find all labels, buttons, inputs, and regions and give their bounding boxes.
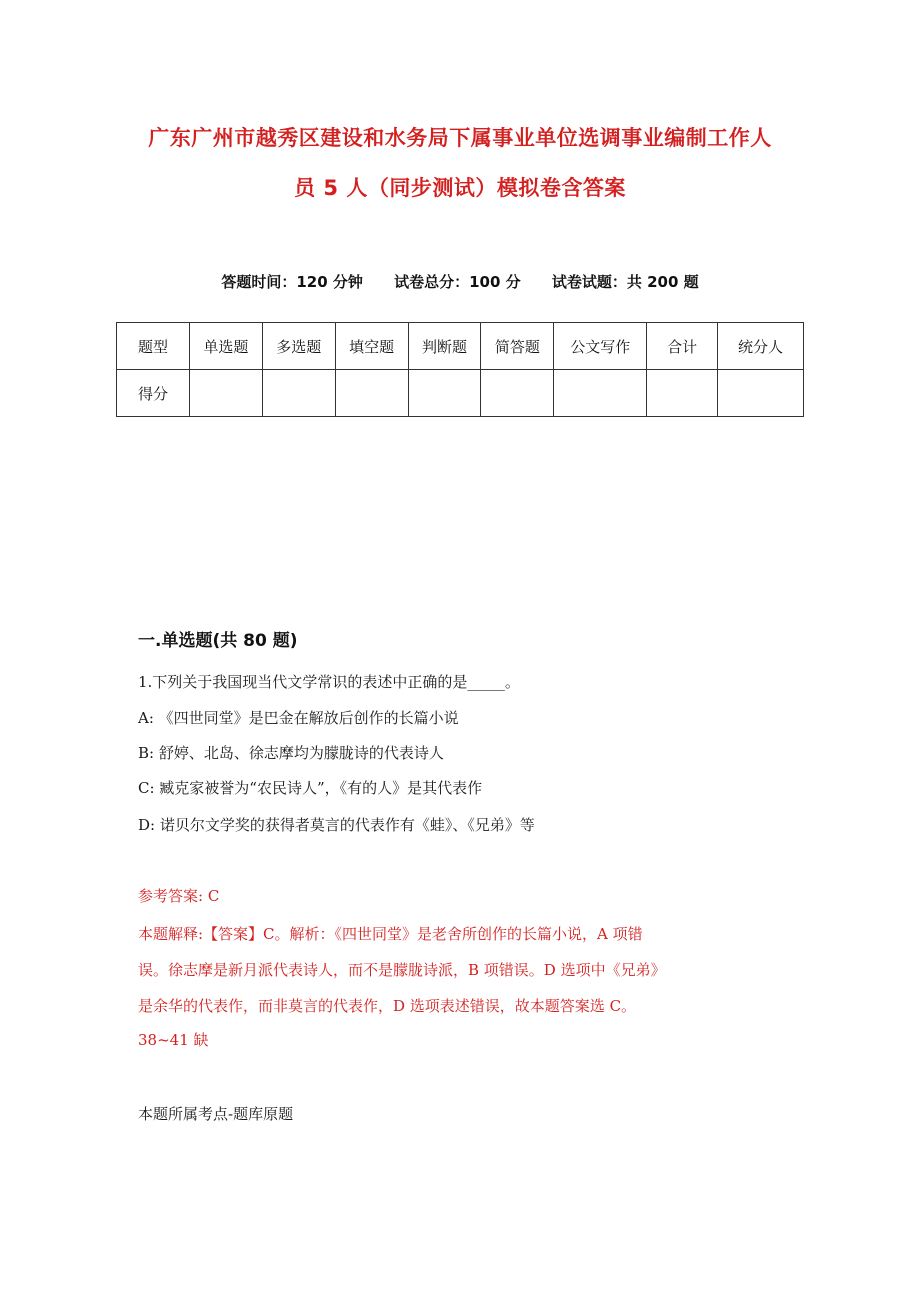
explanation-line-1: 本题解释:【答案】C。解析：《四世同堂》是老舍所创作的长篇小说，A 项错 [138,925,643,943]
exam-time: 答题时间：120 分钟 [221,273,363,291]
score-table [116,322,804,417]
score-table-score-row [117,370,804,417]
exam-meta [0,271,920,292]
option-d: D: 诺贝尔文学奖的获得者莫言的代表作有《蛙》、《兄弟》等 [138,816,535,834]
score-table-header: 题型 [117,323,190,370]
topic-note: 本题所属考点-题库原题 [138,1105,294,1123]
score-cell [647,370,718,417]
section-heading: 一.单选题(共 80 题) [138,631,298,651]
score-table-header: 统分人 [718,323,804,370]
explanation-line-3: 是余华的代表作，而非莫言的代表作，D 选项表述错误，故本题答案选 C。 [138,997,637,1015]
document-title-line-2: 员 5 人（同步测试）模拟卷含答案 [294,176,626,200]
option-c: C: 臧克家被誉为“农民诗人”，《有的人》是其代表作 [138,779,483,797]
score-cell [335,370,408,417]
score-table-header: 公文写作 [554,323,647,370]
exam-question-count: 试卷试题：共 200 题 [551,273,699,291]
score-cell [408,370,481,417]
option-a: A: 《四世同堂》是巴金在解放后创作的长篇小说 [138,709,459,727]
score-cell [718,370,804,417]
score-cell [554,370,647,417]
score-table-header-row [117,323,804,370]
score-table-header: 单选题 [189,323,262,370]
option-b: B: 舒婷、北岛、徐志摩均为朦胧诗的代表诗人 [138,744,444,762]
score-table-header: 合计 [647,323,718,370]
score-cell [481,370,554,417]
score-table-header: 填空题 [335,323,408,370]
document-title-line-1: 广东广州市越秀区建设和水务局下属事业单位选调事业编制工作人 [148,126,772,150]
explanation-line-2: 误。徐志摩是新月派代表诗人，而不是朦胧诗派，B 项错误。D 选项中《兄弟》 [138,961,666,979]
score-cell [189,370,262,417]
score-table-header: 多选题 [262,323,335,370]
explanation-line-4: 38~41 缺 [138,1031,209,1049]
score-cell [262,370,335,417]
exam-total-score: 试卷总分：100 分 [394,273,521,291]
score-table-header: 判断题 [408,323,481,370]
score-table-header: 简答题 [481,323,554,370]
score-row-label: 得分 [117,370,190,417]
question-stem: 1.下列关于我国现当代文学常识的表述中正确的是_____。 [138,673,520,691]
reference-answer: 参考答案: C [138,887,220,905]
